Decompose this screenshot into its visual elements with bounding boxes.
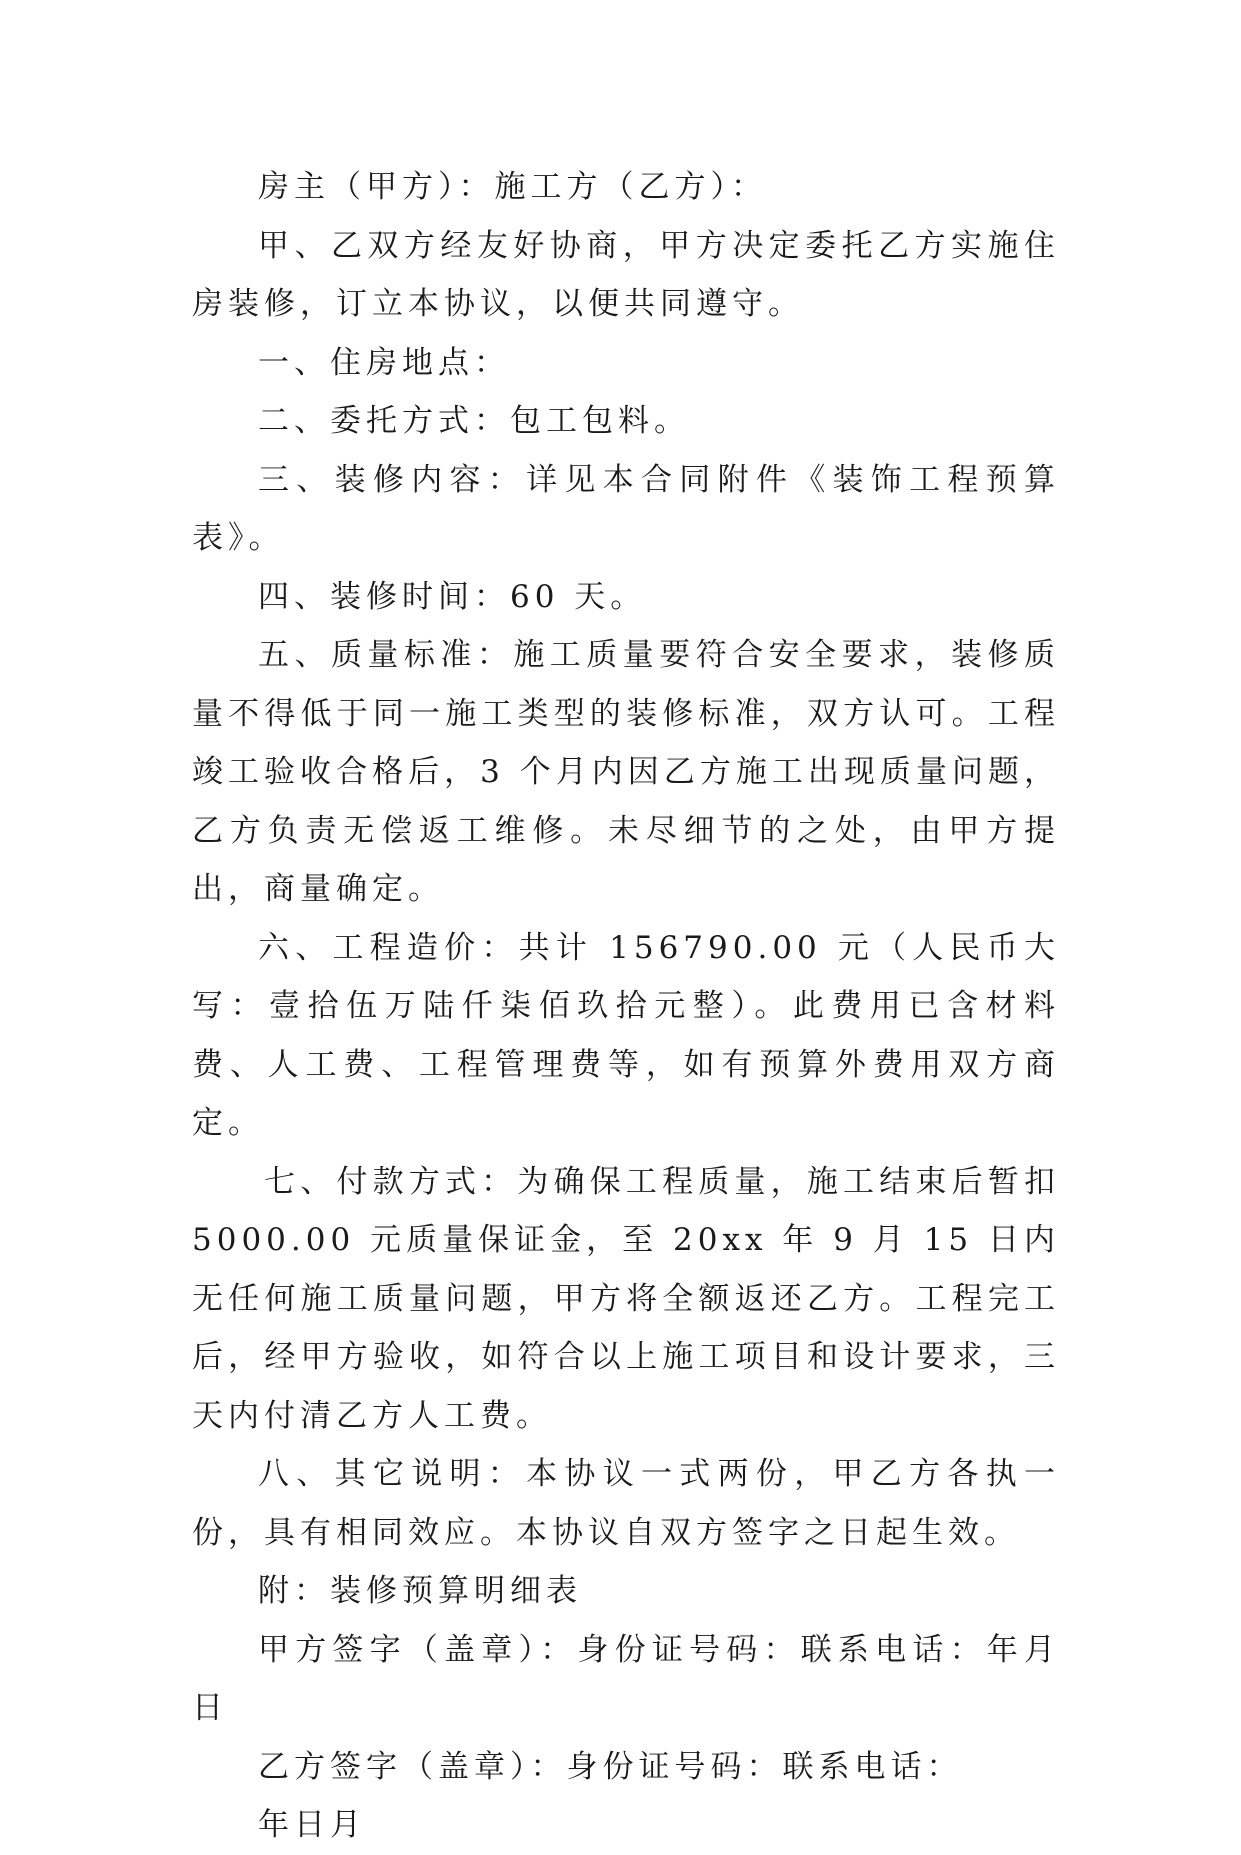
attachment-line: 附：装修预算明细表 bbox=[258, 1573, 582, 1609]
clause-1-location: 一、住房地点： bbox=[258, 344, 510, 381]
preamble-paragraph: 甲、乙双方经友好协商，甲方决定委托乙方实施住房装修，订立本协议，以便共同遵守。 bbox=[192, 227, 1060, 322]
party-a-signature-line: 甲方签字（盖章）：身份证号码：联系电话：年月日 bbox=[192, 1631, 1060, 1726]
parties-line: 房主（甲方）：施工方（乙方）： bbox=[258, 169, 767, 205]
document-body bbox=[192, 158, 1060, 1855]
party-b-signature-line: 乙方签字（盖章）：身份证号码：联系电话： bbox=[258, 1748, 963, 1785]
clause-8-other: 八、其它说明：本协议一式两份，甲乙方各执一份，具有相同效应。本协议自双方签字之日起生效。 bbox=[192, 1456, 1060, 1551]
clause-4-duration: 四、装修时间：60 天。 bbox=[258, 578, 647, 615]
clause-3-content: 三、装修内容：详见本合同附件《装饰工程预算表》。 bbox=[192, 461, 1060, 556]
clause-7-payment: 七、付款方式：为确保工程质量，施工结束后暂扣 5000.00 元质量保证金，至 20xx 年 9 月 15 日内无任何施工质量问题，甲方将全额返还乙方。工程完工后，经甲方验收，如符合以上施工项目和设计要求，三天内付清乙方人工费。 bbox=[192, 1163, 1060, 1434]
date-line: 年日月 bbox=[258, 1807, 366, 1843]
clause-5-quality: 五、质量标准：施工质量要符合安全要求，装修质量不得低于同一施工类型的装修标准，双方认可。工程竣工验收合格后，3 个月内因乙方施工出现质量问题，乙方负责无偿返工维修。未尽细节的之处，由甲方提出，商量确定。 bbox=[192, 637, 1060, 907]
clause-6-price: 六、工程造价：共计 156790.00 元（人民币大写：壹拾伍万陆仟柒佰玖拾元整）。此费用已含材料费、人工费、工程管理费等，如有预算外费用双方商定。 bbox=[192, 929, 1060, 1141]
clause-2-method: 二、委托方式：包工包料。 bbox=[258, 403, 690, 439]
